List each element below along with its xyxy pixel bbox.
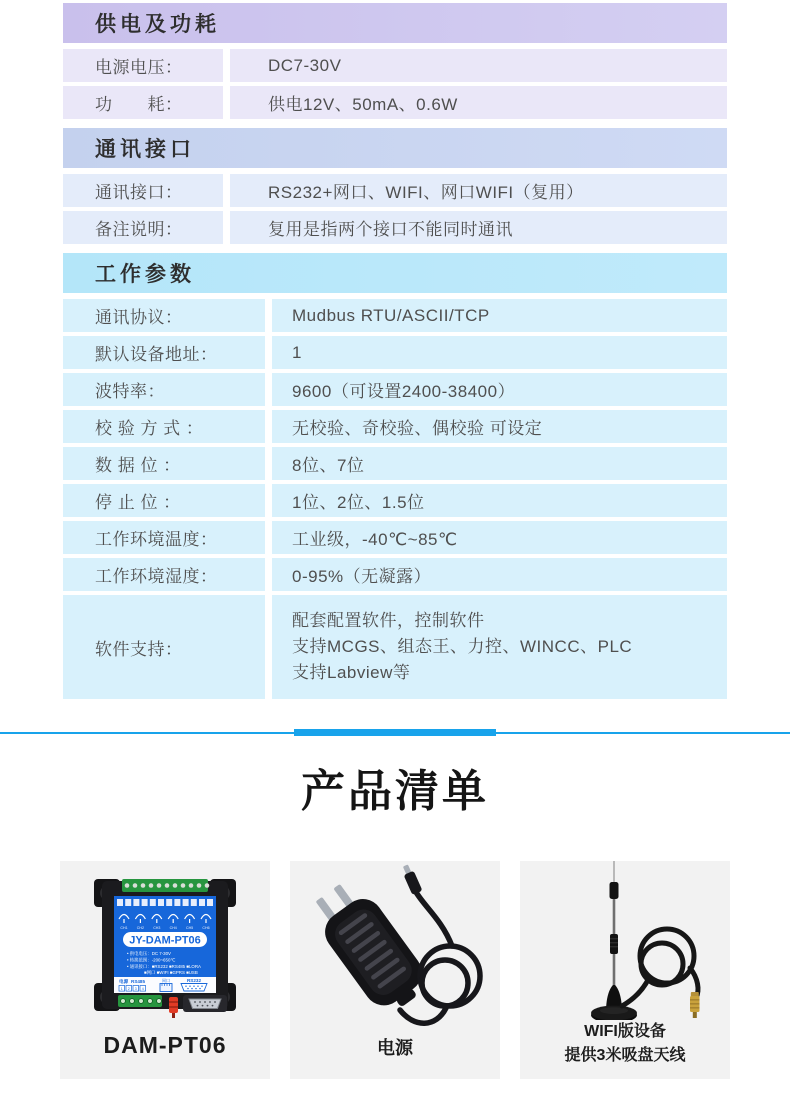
spec-row <box>63 336 727 369</box>
spec-row <box>63 595 727 699</box>
product-photo <box>300 861 490 1035</box>
spec-row <box>63 558 727 591</box>
spec-section-blue <box>63 128 727 244</box>
dc-plug-icon <box>400 863 422 895</box>
spec-label: 工作环境湿度： <box>63 558 265 591</box>
spec-row <box>63 299 727 332</box>
section-header <box>63 128 727 168</box>
svg-text:1: 1 <box>120 987 123 992</box>
product-card <box>290 861 500 1079</box>
product-cards <box>0 861 790 1110</box>
spec-row <box>63 174 727 207</box>
spec-row <box>63 49 727 82</box>
spec-value: Mudbus RTU/ASCII/TCP <box>272 299 727 332</box>
antenna-sleeve-lower <box>610 934 618 954</box>
spec-value <box>272 595 727 699</box>
section-title: 供电及功耗 <box>95 13 220 36</box>
device-rs232-label: RS232 <box>186 978 202 984</box>
spec-row <box>63 521 727 554</box>
page-title: 产品清单 <box>301 767 489 816</box>
spec-value: 8位、7位 <box>272 447 727 480</box>
spec-tables <box>0 3 790 699</box>
spec-value: 1位、2位、1.5位 <box>272 484 727 517</box>
section-title: 通讯接口 <box>95 138 195 161</box>
spec-row <box>63 484 727 517</box>
product-caption-line: WIFI版设备 <box>584 1023 666 1041</box>
spec-value-line: 支持Labview等 <box>292 663 411 682</box>
section-header <box>63 253 727 293</box>
divider-bar <box>294 729 496 736</box>
product-card <box>520 861 730 1079</box>
db9-port-icon <box>181 984 207 992</box>
svg-text:• 转换范围：-200~650℃: • 转换范围：-200~650℃ <box>127 957 176 963</box>
spec-label: 通讯接口： <box>63 174 223 207</box>
svg-text:3: 3 <box>134 987 137 992</box>
dam-pt06-photo <box>80 869 250 1021</box>
svg-text:CH2: CH2 <box>136 926 145 931</box>
antenna-sleeve-upper <box>610 882 619 899</box>
spec-row <box>63 447 727 480</box>
spec-row <box>63 410 727 443</box>
product-photo <box>530 861 720 1021</box>
wifi-antenna-photo <box>530 861 720 1021</box>
spec-value-line: 支持MCGS、组态王、力控、WINCC、PLC <box>292 637 633 656</box>
spec-label: 功 耗： <box>63 86 223 119</box>
spec-label: 软件支持： <box>63 595 265 699</box>
spec-label: 通讯协议： <box>63 299 265 332</box>
spec-label: 默认设备地址： <box>63 336 265 369</box>
power-adapter-photo <box>300 861 490 1035</box>
spec-value: 工业级，-40℃~85℃ <box>272 521 727 554</box>
spec-row <box>63 211 727 244</box>
spec-value: 1 <box>272 336 727 369</box>
product-card <box>60 861 270 1079</box>
spec-value: RS232+网口、WIFI、网口WIFI（复用） <box>230 174 727 207</box>
spec-value: 0-95%（无凝露） <box>272 558 727 591</box>
product-caption-line: 提供3米吸盘天线 <box>564 1046 686 1064</box>
spec-label: 备注说明： <box>63 211 223 244</box>
svg-text:■网口 ■WIFI ■GPRS ■USB: ■网口 ■WIFI ■GPRS ■USB <box>144 970 198 976</box>
svg-text:2: 2 <box>127 987 130 992</box>
spec-value: DC7-30V <box>230 49 727 82</box>
svg-text:• 通讯接口：■RS232 ■RS485 ■LORA: • 通讯接口：■RS232 ■RS485 ■LORA <box>127 964 201 970</box>
db9-connector-icon <box>183 995 227 1012</box>
device-rs485-label: RS485 <box>131 979 146 985</box>
spec-section-cyan <box>63 253 727 699</box>
svg-text:CH6: CH6 <box>202 926 210 931</box>
antenna-cable <box>622 929 698 1006</box>
spec-label: 停 止 位 ： <box>63 484 265 517</box>
spec-label: 电源电压： <box>63 49 223 82</box>
spec-label: 工作环境温度： <box>63 521 265 554</box>
device-model-label: JY-DAM-PT06 <box>129 934 201 947</box>
svg-text:CH1: CH1 <box>120 926 128 931</box>
section-divider <box>0 729 790 736</box>
product-caption <box>377 1035 413 1079</box>
spec-row <box>63 373 727 406</box>
svg-text:4: 4 <box>141 987 144 992</box>
spec-label: 校 验 方 式 ： <box>63 410 265 443</box>
spec-value: 9600（可设置2400-38400） <box>272 373 727 406</box>
section-title: 工作参数 <box>95 263 195 286</box>
spec-row <box>63 86 727 119</box>
section-header <box>63 3 727 43</box>
spec-value: 供电12V、50mA、0.6W <box>230 86 727 119</box>
product-photo <box>80 861 250 1030</box>
product-caption <box>103 1029 226 1078</box>
sma-connector-icon <box>690 992 700 1018</box>
svg-text:CH3: CH3 <box>153 926 161 931</box>
device-lan-label: 网口 <box>162 978 170 984</box>
spec-value: 无校验、奇校验、偶校验 可设定 <box>272 410 727 443</box>
spec-value-line: 配套配置软件，控制软件 <box>292 611 485 630</box>
spec-value: 复用是指两个接口不能同时通讯 <box>230 211 727 244</box>
spec-label: 波特率： <box>63 373 265 406</box>
device-power-label: 电源 <box>119 979 129 985</box>
antenna-connector-icon <box>169 997 178 1018</box>
spec-section-purple <box>63 3 727 119</box>
spec-sections <box>63 3 727 699</box>
product-caption-line: 电源 <box>377 1037 413 1058</box>
svg-text:CH4: CH4 <box>169 926 177 931</box>
product-caption <box>565 1020 686 1078</box>
svg-text:CH5: CH5 <box>185 926 194 931</box>
spec-label: 数 据 位 ： <box>63 447 265 480</box>
product-caption-line: DAM-PT06 <box>103 1032 227 1059</box>
svg-text:• 供电电压：DC 7-30V: • 供电电压：DC 7-30V <box>127 951 171 957</box>
